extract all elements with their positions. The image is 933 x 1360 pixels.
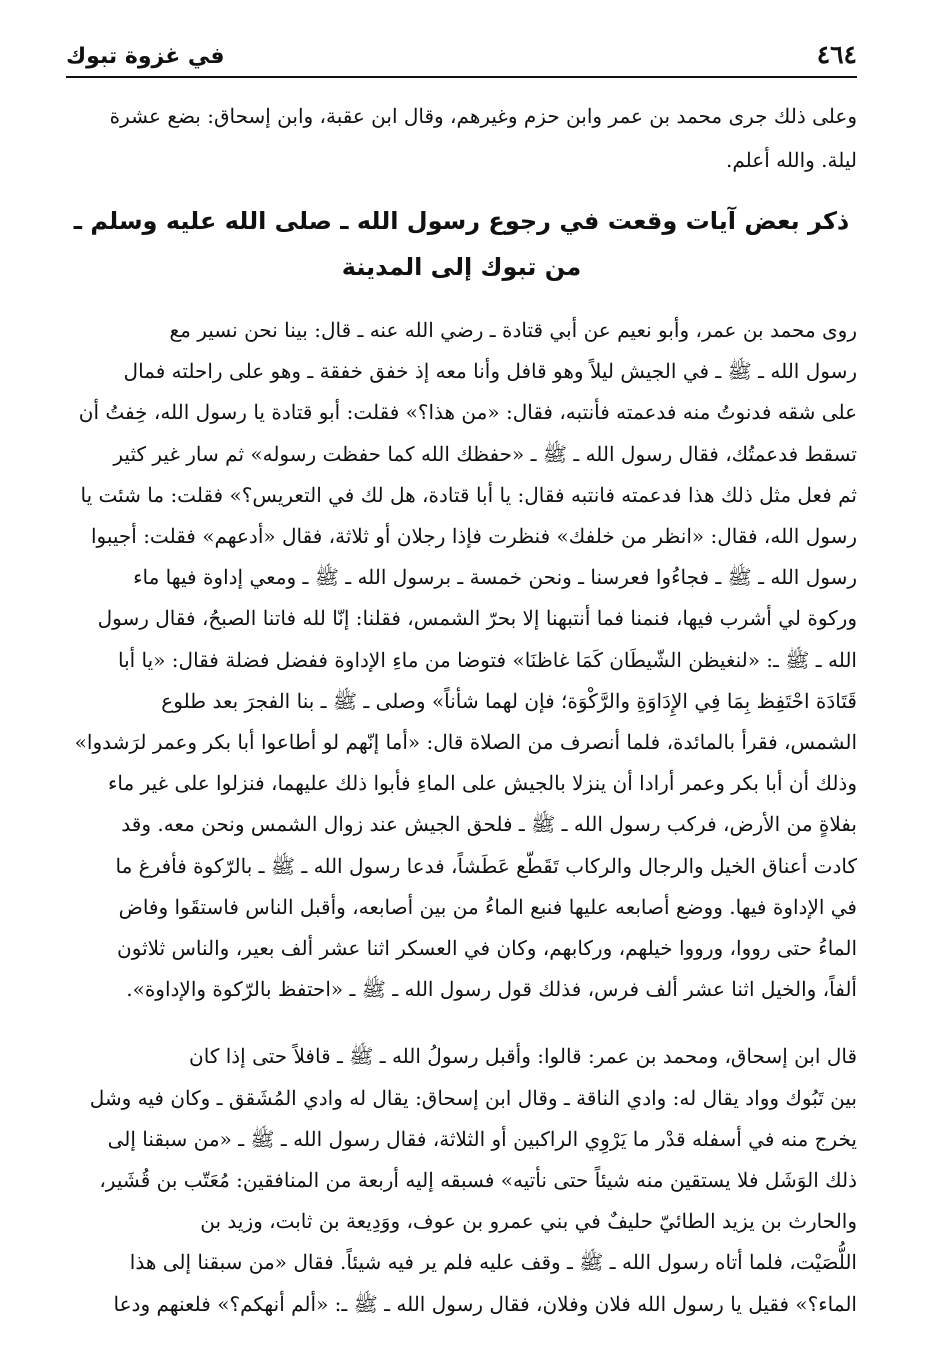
text-line: الله ـ ﷺ ـ: «لنغيظن الشّيطَان كَمَا غاظنَا» فتوضا من ماءِ الإداوة ففضل فضلة فقال: «يا أبا	[117, 647, 857, 672]
running-header	[66, 0, 857, 78]
body-paragraph-1	[66, 310, 857, 1010]
body-paragraph-2	[66, 1036, 857, 1324]
heading-line-2: من تبوك إلى المدينة	[341, 253, 582, 281]
text-line: رسول الله، فقال: «انظر من خلفك» فنظرت فإذا رجلان أو ثلاثة، فقال «أدعهم» فقلت: أجيبوا	[90, 524, 857, 549]
text-line: رسول الله ـ ﷺ ـ في الجيش ليلاً وهو قافل وأنا معه إذ خفق خفقة ـ وهو على راحلته فمال	[123, 359, 857, 384]
text-line: وذلك أن أبا بكر وعمر أرادا أن ينزلا بالجيش على الماءِ فأبوا ذلك عليهما، فنزلوا على غير ماء	[107, 771, 857, 796]
text-line: كادت أعناق الخيل والرجال والركاب تَقَطّع عَطَشاً، فدعا رسول الله ـ ﷺ ـ بالرّكوة فأفرغ ما	[115, 853, 857, 878]
text-line: بفلاةٍ من الأرض، فركب رسول الله ـ ﷺ ـ فلحق الجيش عند زوال الشمس ونحن معه. وقد	[121, 812, 857, 837]
running-title: في غزوة تبوك	[66, 44, 225, 69]
text-line: ليلة. والله أعلم.	[726, 148, 857, 172]
text-line: روى محمد بن عمر، وأبو نعيم عن أبي قتادة ـ رضي الله عنه ـ قال: بينا نحن نسير مع	[169, 318, 857, 342]
text-line: وعلى ذلك جرى محمد بن عمر وابن حزم وغيرهم، وقال ابن عقبة، وابن إسحاق: بضع عشرة	[109, 104, 857, 128]
text-line: رسول الله ـ ﷺ ـ فجاءُوا فعرسنا ـ ونحن خمسة ـ برسول الله ـ ﷺ ـ ومعي إداوة فيها ماء	[133, 565, 857, 590]
section-heading	[66, 198, 857, 290]
intro-paragraph	[66, 94, 857, 182]
page-number: ٤٦٤	[816, 40, 857, 69]
text-line: اللُّصَيْت، فلما أتاه رسول الله ـ ﷺ ـ وقف عليه فلم ير فيه شيئاً. فقال «من سبقنا إلى هذا	[129, 1250, 857, 1275]
text-line: تسقط فدعمتُك، فقال رسول الله ـ ﷺ ـ «حفظك الله كما حفظت رسوله» ثم سار غير كثير	[113, 441, 857, 466]
text-line: الشمس، فقرأ بالمائدة، فلما أنصرف من الصلاة قال: «أما إنّهم لو أطاعوا أبا بكر وعمر لرَشدوا»	[74, 730, 857, 755]
text-line: في الإداوة فيها. ووضع أصابعه عليها فنبع الماءُ من بين أصابعه، وأقبل الناس فاستقَوا وفاض	[118, 894, 857, 919]
heading-line-1: ذكر بعض آيات وقعت في رجوع رسول الله ـ صلى الله عليه وسلم ـ	[73, 207, 850, 235]
text-line: الماء؟» فقيل يا رسول الله فلان وفلان، فقال رسول الله ـ ﷺ ـ: «ألم أنهكم؟» فلعنهم ودعا	[113, 1291, 857, 1316]
text-line: والحارث بن يزيد الطائيّ حليفٌ في بني عمرو بن عوف، ووَدِيعة بن ثابت، وزيد بن	[200, 1209, 857, 1234]
text-line: الماءُ حتى رووا، ورووا خيلهم، وركابهم، وكان في العسكر اثنا عشر ألف بعير، والناس ثلاثون	[117, 936, 857, 961]
text-line: على شقه فدنوتُ منه فدعمته فأنتبه، فقال: «من هذا؟» فقلت: أبو قتادة يا رسول الله، خِفتُ أن	[78, 400, 857, 425]
text-line: ألفاً، والخيل اثنا عشر ألف فرس، فذلك قول رسول الله ـ ﷺ ـ «احتفظ بالرّكوة والإداوة».	[126, 977, 857, 1002]
text-line: قَتَادَة احْتَفِظ بِمَا فِي الإِدَاوَةِ والرَّكْوَة؛ فإن لهما شأناً» وصلى ـ ﷺ ـ بنا الفجرَ بعد طلوع	[161, 688, 857, 713]
text-line: بين تَبُوك وواد يقال له: وادي الناقة ـ وقال ابن إسحاق: يقال له وادي المُشَقق ـ وكان فيه وشل	[89, 1085, 857, 1110]
text-line: ثم فعل مثل ذلك هذا فدعمته فانتبه فقال: يا أبا قتادة، هل لك في التعريس؟» فقلت: ما شئت يا	[80, 482, 857, 507]
text-line: ذلك الوَشَل فلا يستقين منه شيئاً حتى نأتيه» فسبقه إليه أربعة من المنافقين: مُعَتّب بن قُشَير،	[99, 1168, 857, 1193]
text-line: وركوة لي أشرب فيها، فنمنا فما أنتبهنا إلا بحرّ الشمس، فقلنا: إنّا لله فاتنا الصبحُ، فقال رسول	[97, 606, 857, 631]
text-line: قال ابن إسحاق، ومحمد بن عمر: قالوا: وأقبل رسولُ الله ـ ﷺ ـ قافلاً حتى إذا كان	[189, 1044, 857, 1069]
text-line: يخرج منه في أسفله قدْر ما يَرْوِي الراكبين أو الثلاثة، فقال رسول الله ـ ﷺ ـ «من سبقنا إلى	[107, 1126, 857, 1151]
